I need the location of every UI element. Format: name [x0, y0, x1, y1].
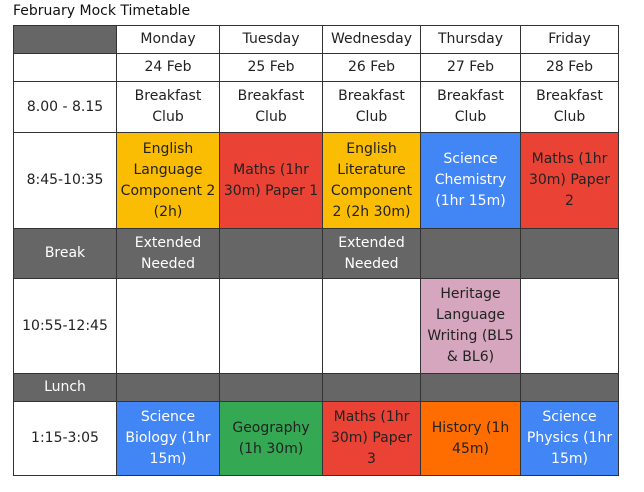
slot-cell: Extended Needed [323, 229, 421, 279]
exam-cell: Science Physics (1hr 15m) [521, 402, 619, 476]
slot-cell [220, 229, 323, 279]
slot-cell [421, 374, 521, 402]
row-session-3 [14, 402, 619, 476]
slot-cell [521, 229, 619, 279]
exam-cell: History (1h 45m) [421, 402, 521, 476]
day-header: Friday [521, 26, 619, 54]
date-header: 25 Feb [220, 54, 323, 82]
slot-cell: Breakfast Club [117, 82, 220, 133]
slot-cell: Breakfast Club [220, 82, 323, 133]
slot-cell [421, 229, 521, 279]
day-header: Tuesday [220, 26, 323, 54]
exam-cell: Science Biology (1hr 15m) [117, 402, 220, 476]
time-cell: 8.00 - 8.15 [14, 82, 117, 133]
exam-cell: English Literature Component 2 (2h 30m) [323, 133, 421, 229]
day-header: Thursday [421, 26, 521, 54]
day-header: Wednesday [323, 26, 421, 54]
slot-cell [521, 279, 619, 374]
date-header: 28 Feb [521, 54, 619, 82]
slot-cell [117, 279, 220, 374]
slot-cell [323, 279, 421, 374]
exam-cell: Maths (1hr 30m) Paper 2 [521, 133, 619, 229]
date-header: 24 Feb [117, 54, 220, 82]
exam-cell: Maths (1hr 30m) Paper 3 [323, 402, 421, 476]
slot-cell [117, 374, 220, 402]
exam-cell: Geography (1h 30m) [220, 402, 323, 476]
corner-cell [14, 26, 117, 54]
date-header: 26 Feb [323, 54, 421, 82]
row-breakfast [14, 82, 619, 133]
date-header: 27 Feb [421, 54, 521, 82]
row-break [14, 229, 619, 279]
time-cell: 8:45-10:35 [14, 133, 117, 229]
time-cell: Break [14, 229, 117, 279]
day-header: Monday [117, 26, 220, 54]
slot-cell [521, 374, 619, 402]
row-lunch [14, 374, 619, 402]
slot-cell: Breakfast Club [323, 82, 421, 133]
row-session-2 [14, 279, 619, 374]
exam-cell: Maths (1hr 30m) Paper 1 [220, 133, 323, 229]
slot-cell [323, 374, 421, 402]
time-cell: 10:55-12:45 [14, 279, 117, 374]
timetable [13, 25, 619, 476]
exam-cell: English Language Component 2 (2h) [117, 133, 220, 229]
header-row-days [14, 26, 619, 54]
slot-cell: Breakfast Club [521, 82, 619, 133]
slot-cell: Breakfast Club [421, 82, 521, 133]
empty-cell [14, 54, 117, 82]
slot-cell [220, 279, 323, 374]
header-row-dates [14, 54, 619, 82]
exam-cell: Heritage Language Writing (BL5 & BL6) [421, 279, 521, 374]
slot-cell: Extended Needed [117, 229, 220, 279]
row-session-1 [14, 133, 619, 229]
time-cell: Lunch [14, 374, 117, 402]
page-title: February Mock Timetable [13, 3, 191, 19]
exam-cell: Science Chemistry (1hr 15m) [421, 133, 521, 229]
time-cell: 1:15-3:05 [14, 402, 117, 476]
slot-cell [220, 374, 323, 402]
